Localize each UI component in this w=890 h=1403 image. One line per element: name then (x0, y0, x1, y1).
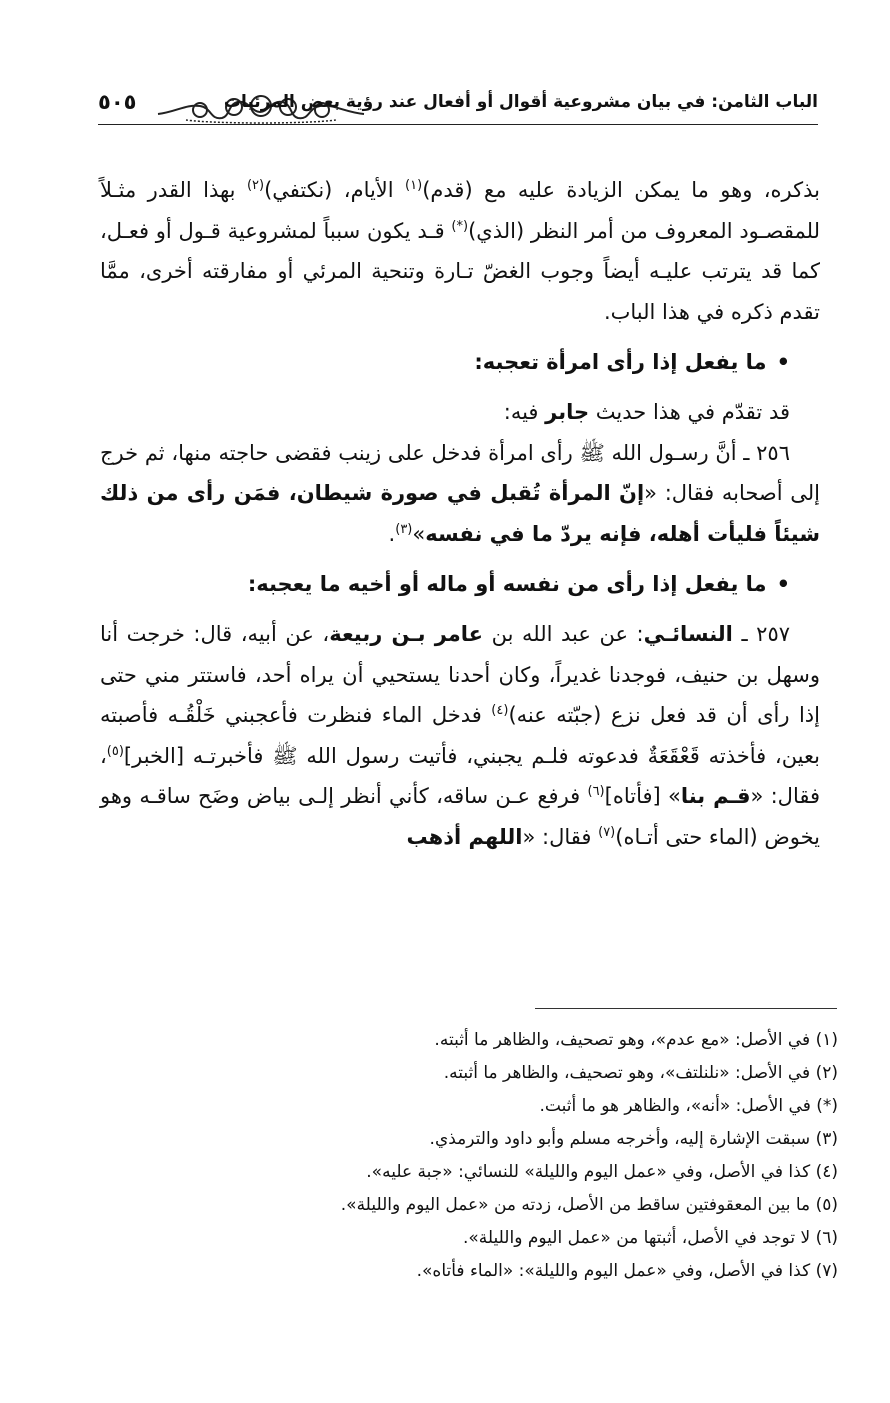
paragraph-intro: بذكره، وهو ما يمكن الزيادة عليه مع (قدم)$^{(١)}$ الأيام، (نكتفي)$^{(٢)}$ بهذا القدر مثـلاً للمقصـود المعروف من أمر النظر (الذي)(*) قـد يكون سبباً لمشروعية قـول أو فعـل، كما قد يترتب عليـه أيضاً وجوب الغضّ تـارة وتنحية المرئي أو مفارقته أخرى، ممَّا تقدم ذكره في هذا الباب. (100, 178, 821, 324)
footnote-rule (535, 1008, 837, 1009)
bullet-icon: • (776, 572, 790, 596)
footnote-item: (١) في الأصل: «مع عدم»، وهو تصحيف، والظاهر ما أثبته. (434, 1030, 838, 1050)
footnote-item: (٧) كذا في الأصل، وفي «عمل اليوم والليلة»: «الماء فأتاه». (416, 1261, 838, 1281)
bullet-icon: • (776, 350, 790, 374)
footnotes (100, 1024, 838, 1288)
chapter-title: الباب الثامن: في بيان مشروعية أقوال أو أفعال عند رؤية بعض المرئيات (223, 92, 818, 112)
footnote-item: (٤) كذا في الأصل، وفي «عمل اليوم والليلة» للنسائي: «جبة عليه». (366, 1162, 838, 1182)
running-header (98, 88, 818, 126)
footnote-item: (٦) لا توجد في الأصل، أثبتها من «عمل اليوم والليلة». (463, 1228, 838, 1248)
footnote-item: (٣) سبقت الإشارة إليه، وأخرجه مسلم وأبو داود والترمذي. (429, 1129, 838, 1149)
footnote-ref: (١) (405, 178, 423, 193)
footnote-item: (٢) في الأصل: «نلنلتف»، وهو تصحيف، والظاهر ما أثبته. (443, 1063, 838, 1083)
section-heading-2: •ما يفعل إذا رأى من نفسه أو ماله أو أخيه ما يعجبه: (247, 572, 790, 596)
footnote-ref: (٤) (491, 703, 509, 718)
footnote-item: (٥) ما بين المعقوفتين ساقط من الأصل، زدته من «عمل اليوم والليلة». (340, 1195, 838, 1215)
footnote-ref: (٥) (106, 743, 124, 759)
footnote-ref: (٣) (395, 521, 413, 537)
main-text (100, 170, 820, 857)
footnote-ref: (*) (451, 218, 469, 234)
hadith-256: ٢٥٦ ـ أنَّ رسـول الله ﷺ رأى امرأة فدخل على زينب فقضى حاجته منها، ثم خرج إلى أصحابه فقال: «إنّ المرأة تُقبل في صورة شيطان، فمَن رأى من ذلك شيئاً فليأت أهله، فإنه يردّ ما في نفسه»$^{(٣)}$. (100, 440, 821, 546)
page-number: ٥٠٥ (98, 90, 137, 114)
footnote-ref: (٧) (598, 824, 616, 840)
paragraph-jabir: قد تقدّم في هذا حديث جابر فيه: (503, 400, 790, 424)
footnote-ref: (٦) (587, 784, 605, 799)
section-heading-1: •ما يفعل إذا رأى امرأة تعجبه: (474, 350, 790, 374)
footnote-item: (*) في الأصل: «أنه»، والظاهر هو ما أثبت. (539, 1096, 838, 1116)
hadith-257: ٢٥٧ ـ النسائـي: عن عبد الله بن عامر بـن ربيعة، عن أبيه، قال: خرجت أنا وسهل بن حنيف، فوجدنا غديراً، وكان أحدنا يستحيي أن يراه أحد، فاستتر مني حتى إذا رأى أن قد فعل نزع (جبّته عنه)$^{(٤)}$ فدخل الماء فنظرت فأعجبني خَلْقُـه فأصبته بعين، فأخذته قَعْقَعَةٌ فدعوته فلـم يجبني، فأتيت رسول الله ﷺ فأخبرتـه [الخبر]$^{(٥)}$، فقال: «قـم بنا» [فأتاه]$^{(٦)}$ فرفع عـن ساقه، كأني أنظر إلـى بياض وضَح ساقـه وهو يخوض (الماء حتى أتـاه)$^{(٧)}$ فقال: «اللهم أذهب (100, 622, 821, 849)
footnote-ref: (٢) (246, 178, 265, 193)
header-rule (98, 124, 818, 125)
